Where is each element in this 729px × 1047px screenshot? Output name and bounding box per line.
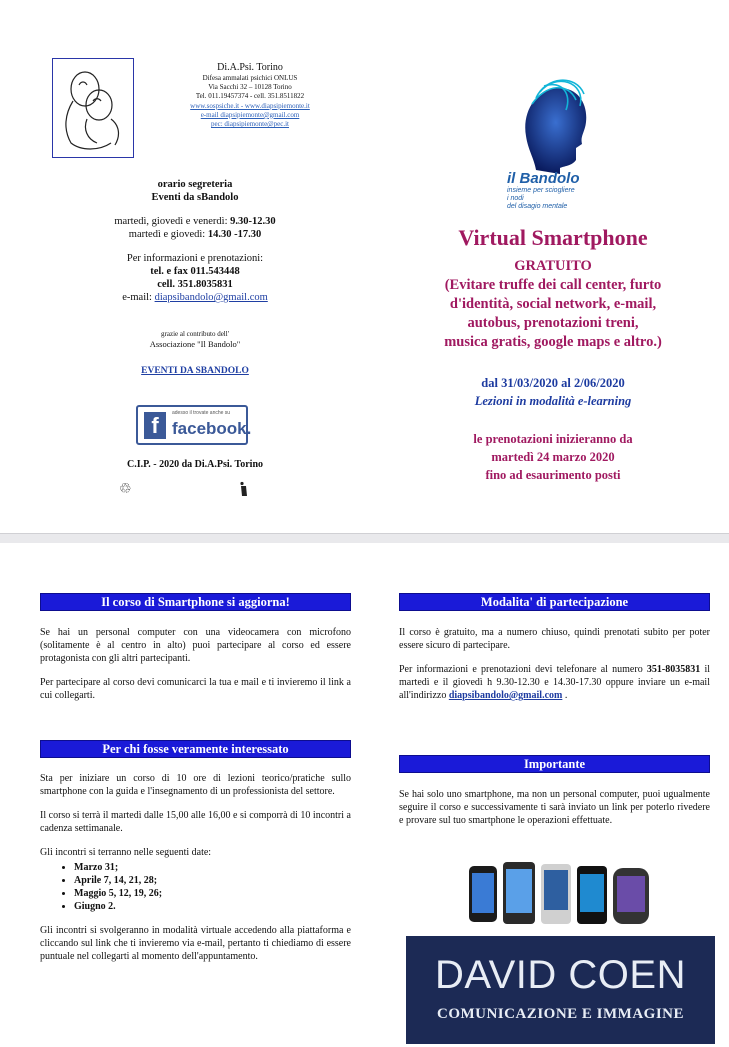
phone-number: 351-8035831 <box>646 664 701 675</box>
section-title-important: Importante <box>399 755 710 773</box>
brand-subtitle: COMUNICAZIONE E IMMAGINE <box>436 1006 684 1022</box>
trash-bin-icon <box>238 481 250 502</box>
section-interested-body: Sta per iniziare un corso di 10 ore di lezioni teorico/pratiche sullo smartphone con la guida e l'insegnamento di un professionista del settore. Il corso si terrà il martedì dalle 15,00 alle 16,00 e si comporrà di 10 incontri a cadenza settimanale. Gli incontri si terranno nelle seguenti date: • Marzo 31; • Aprile 7, 14, 21, 28; • Maggio 5, 12, 19, 26; • Giugno 2. Gli incontri si svolgeranno in modalità virtuale accedendo alla piattaforma e cliccando sul link che ti invieremo via e-mail, pertanto ti chiediamo di essere puntuale nel collegarti al momento dell'appuntamento. <box>40 772 351 974</box>
thanks-line-1: grazie al contributo dell' <box>161 330 229 338</box>
brand-name: DAVID COEN <box>435 953 686 997</box>
recycle-icon: ♲ <box>119 482 132 497</box>
section-title-interested: Per chi fosse veramente interessato <box>40 740 351 758</box>
david-coen-banner <box>406 936 715 1044</box>
info-label: Per informazioni e prenotazioni: <box>126 253 264 264</box>
facebook-badge[interactable] <box>136 405 252 445</box>
tel-fax: tel. e fax 011.543448 <box>150 266 240 277</box>
org-email-link[interactable]: e-mail diapsipiemonte@gmail.com <box>200 110 300 119</box>
booking-info: le prenotazioni inizieranno da martedì 24 marzo 2020 fino ad esaurimento posti <box>473 432 633 482</box>
diapsi-logo <box>52 58 134 158</box>
bandolo-name: il Bandolo <box>507 170 580 187</box>
cip-credit: C.I.P. - 2020 da Di.A.Psi. Torino <box>126 459 264 470</box>
section-title-update: Il corso di Smartphone si aggiorna! <box>40 593 351 611</box>
hours-subtitle: Eventi da sBandolo <box>151 192 239 203</box>
facebook-wordmark: facebook. <box>172 419 252 438</box>
email-line: e-mail: diapsibandolo@gmail.com <box>122 292 268 303</box>
course-description: GRATUITO (Evitare truffe dei call center, furto d'identità, social network, e-mail, autobus, prenotazioni treni, musica gratis, google maps e altro.) <box>395 257 711 352</box>
email-link[interactable]: diapsibandolo@gmail.com <box>448 690 563 701</box>
org-address: Via Sacchi 32 – 10128 Torino <box>208 83 292 92</box>
section-title-participation: Modalita' di partecipazione <box>399 593 710 611</box>
org-phone: Tel. 011.19457374 - cell. 351.8511822 <box>195 92 305 101</box>
free-label: GRATUITO <box>514 258 592 274</box>
facebook-icon: f <box>144 412 166 439</box>
section-participation-body: Il corso è gratuito, ma a numero chiuso, quindi prenotati subito per poter essere sicuro di partecipare. Per informazioni e prenotazioni devi telefonare al numero 351-8035831 il martedì e il giovedì h 9.30-12.30 e 14.30-17.30 oppure inviare un e-mail all'indirizzo diapsibandolo@gmail.com . <box>399 627 710 701</box>
org-pec-link[interactable]: pec: diapsipiemonte@pec.it <box>211 120 289 129</box>
cell-number: cell. 351.8035831 <box>157 279 233 290</box>
list-item: • Giugno 2. <box>74 900 351 913</box>
org-web-link[interactable]: www.sospsiche.it - www.diapsipiemonte.it <box>190 101 310 110</box>
learning-mode: Lezioni in modalità e-learning <box>474 394 632 408</box>
facebook-tagline: adesso il trovate anche su <box>172 410 231 416</box>
section-important-body: Se hai solo uno smartphone, ma non un personal computer, puoi ugualmente seguire il corso e successivamente ti sarà inviato un link per poterlo rivedere e provare sul tuo smartphone le operazioni effettuate. <box>399 789 710 826</box>
hours-line-2: martedì e giovedì: 14.30 -17.30 <box>128 229 262 240</box>
list-item: • Marzo 31; <box>74 861 351 874</box>
events-link[interactable]: EVENTI DA SBANDOLO <box>141 366 249 376</box>
date-range: dal 31/03/2020 al 2/06/2020 <box>481 376 625 390</box>
course-title: Virtual Smartphone <box>458 225 648 250</box>
heads-illustration <box>53 59 133 157</box>
hours-title: orario segreteria <box>157 179 233 190</box>
org-contact-block <box>150 62 350 129</box>
org-description: Difesa ammalati psichici ONLUS <box>202 74 298 82</box>
bandolo-head-icon <box>506 70 602 180</box>
bandolo-tagline: insieme per sciogliere i nodi del disagio mentale <box>507 187 575 210</box>
office-hours-block <box>80 178 310 378</box>
hours-line-1: martedì, giovedì e venerdì: 9.30-12.30 <box>114 216 276 227</box>
list-item: • Aprile 7, 14, 21, 28; <box>74 874 351 887</box>
lesson-dates-list <box>74 861 351 913</box>
org-name: Di.A.Psi. Torino <box>217 62 283 73</box>
smartphones-image <box>465 860 655 930</box>
course-dates <box>395 374 711 410</box>
list-item: • Maggio 5, 12, 19, 26; <box>74 887 351 900</box>
section-update-body: Se hai un personal computer con una videocamera con microfono (solitamente è al centro in alto) puoi partecipare al corso ed essere protagonista con gli altri partecipanti. Per partecipare al corso devi comunicarci la tua e mail e ti invieremo il link a cui collegarti. <box>40 627 351 701</box>
email-link[interactable]: diapsibandolo@gmail.com <box>154 292 268 303</box>
thanks-line-2: Associazione "Il Bandolo" <box>149 339 241 349</box>
